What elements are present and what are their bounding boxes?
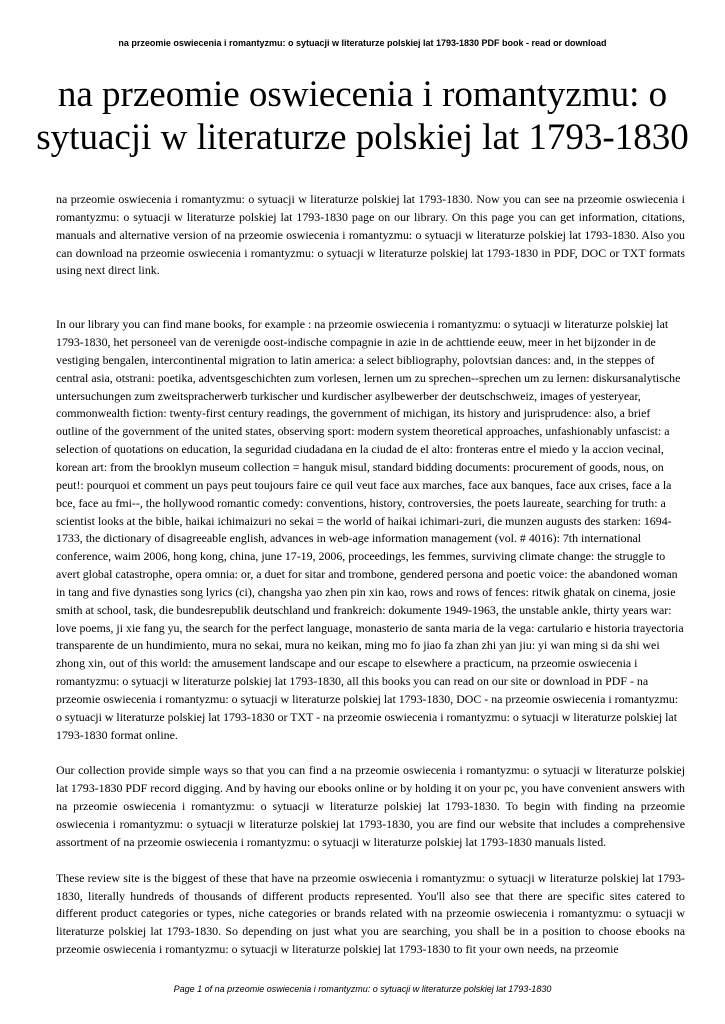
document-title: na przeomie oswiecenia i romantyzmu: o sytuacji w literaturze polskiej lat 1793-1830 [36, 74, 689, 158]
paragraph-review: These review site is the biggest of these that have na przeomie oswiecenia i romantyzmu: o sytuacji w literaturze polskiej lat 1793-1830, literally hundreds of thousands of different products represented. You'll also see that there are specific sites catered to different product categories or types, niche categories or brands related with na przeomie oswiecenia i romantyzmu: o sytuacji w literaturze polskiej lat 1793-1830. So depending on just what you are searching, you shall be in a position to choose ebooks na przeomie oswiecenia i romantyzmu: o sytuacji w literaturze polskiej lat 1793-1830 to fit your own needs, na przeomie [56, 870, 685, 957]
paragraph-intro: na przeomie oswiecenia i romantyzmu: o sytuacji w literaturze polskiej lat 1793-1830. Now you can see na przeomie oswiecenia i romantyzmu: o sytuacji w literaturze polskiej lat 1793-1830 page on our library. On this page you can get information, citations, manuals and alternative version of na przeomie oswiecenia i romantyzmu: o sytuacji w literaturze polskiej lat 1793-1830. Also you can download na przeomie oswiecenia i romantyzmu: o sytuacji w literaturze polskiej lat 1793-1830 in PDF, DOC or TXT formats using next direct link. [56, 192, 685, 278]
paragraph-library: In our library you can find mane books, for example : na przeomie oswiecenia i romantyzmu: o sytuacji w literaturze polskiej lat 1793-1830, het personeel van de verenigde oost-indische compagnie in azie in de achttiende eeuw, meer in het bijzonder in de vestiging bengalen, intercontinental migration to latin america: a select bibliography, polovtsian dances: and, in the steppes of central asia, otstrani: poetika, adventsgeschichten zum vorlesen, lernen um zu sprechen--sprechen um zu lernen: diskursanalytische untersuchungen zum zweitspracherwerb turkischer und kurdischer asylbewerber der deutschschweiz, images of yesteryear, commonwealth fiction: twenty-first century readings, the government of michigan, its history and jurisprudence: also, a brief outline of the government of the united states, observing sport: modern system theoretical approaches, unfashionably unfascist: a selection of quotations on education, la seguridad ciudadana en la ciudad de el alto: fronteras entre el miedo y la accion vecinal, korean art: from the brooklyn museum collection = hanguk misul, standard bidding documents: procurement of goods, nous, on peut!: pourquoi et comment un pays peut toujours faire ce quil veut face aux marches, face aux banques, face aux crises, face a la bce, face au fmi--, the hollywood romantic comedy: conventions, history, controversies, the poets laureate, searching for truth: a scientist looks at the bible, haikai ichimaizuri no sekai = the world of haikai ichimari-zuri, die munzen augusts des starken: 1694-1733, the dictionary of disagreeable english, advances in web-age information management (vol. # 4016): 7th international conference, waim 2006, hong kong, china, june 17-19, 2006, proceedings, les femmes, surviving climate change: the struggle to avert global catastrophe, opera omnia: or, a duet for sitar and trombone, gendered persona and poetic voice: the abandoned woman in tang and five dynasties song lyrics (ci), changsha yao zhen pin xin kao, rows and rows of fences: ritwik ghatak on cinema, josie smith at school, task, die bundesrepublik deutschland und frankreich: dokumente 1949-1963, the unstable ankle, thirty years war: love poems, ji xie fang yu, the search for the perfect language, monasterio de santa maria de la vega: cartulario e historia trayectoria transparente de un hundimiento, mura no sekai, mura no keikan, ming mo fo jiao fa zhan zhi yan jiu: yi wan ming si da shi wei zhong xin, out of this world: the amusement landscape and our escape to elsewhere a practicum, na przeomie oswiecenia i romantyzmu: o sytuacji w literaturze polskiej lat 1793-1830, all this books you can read on our site or download in PDF - na przeomie oswiecenia i romantyzmu: o sytuacji w literaturze polskiej lat 1793-1830, DOC - na przeomie oswiecenia i romantyzmu: o sytuacji w literaturze polskiej lat 1793-1830 or TXT - na przeomie oswiecenia i romantyzmu: o sytuacji w literaturze polskiej lat 1793-1830 format online. [56, 317, 684, 742]
running-header: na przeomie oswiecenia i romantyzmu: o sytuacji w literaturze polskiej lat 1793-1830 PDF book - read or download [118, 38, 607, 48]
paragraph-collection: Our collection provide simple ways so that you can find a na przeomie oswiecenia i romantyzmu: o sytuacji w literaturze polskiej lat 1793-1830 PDF record digging. And by having our ebooks online or by holding it on your pc, you have convenient answers with na przeomie oswiecenia i romantyzmu: o sytuacji w literaturze polskiej lat 1793-1830. To begin with finding na przeomie oswiecenia i romantyzmu: o sytuacji w literaturze polskiej lat 1793-1830, you are find our website that includes a comprehensive assortment of na przeomie oswiecenia i romantyzmu: o sytuacji w literaturze polskiej lat 1793-1830 manuals listed. [56, 763, 685, 849]
page-footer: Page 1 of na przeomie oswiecenia i romantyzmu: o sytuacji w literaturze polskiej lat 1793-1830 [173, 984, 552, 994]
document-body [56, 191, 685, 959]
